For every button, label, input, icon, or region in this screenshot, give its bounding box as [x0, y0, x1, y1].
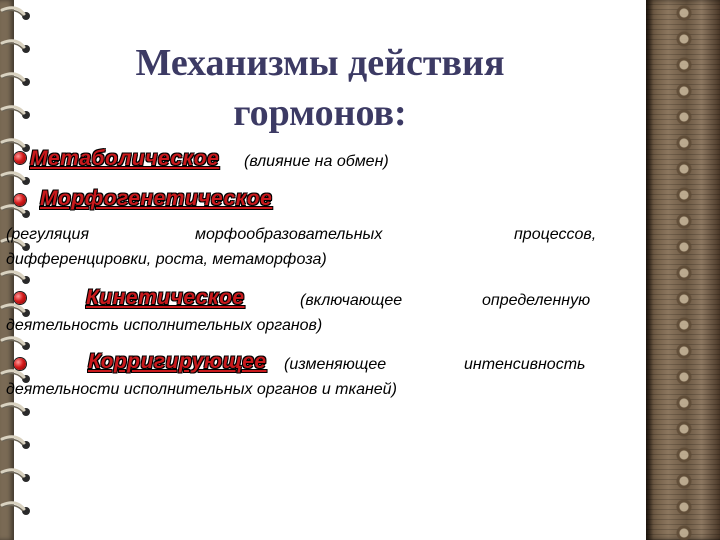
- slide-title: [60, 38, 580, 138]
- term-metabolic: Метаболическое: [30, 147, 220, 170]
- binder-ring: [2, 404, 30, 416]
- term-morphogenetic: Морфогенетическое: [40, 187, 273, 210]
- binder-ring: [2, 74, 30, 86]
- desc-corrective-1b: интенсивность: [464, 356, 586, 373]
- binder-ring: [2, 503, 30, 515]
- binder-ring: [2, 107, 30, 119]
- title-line-2: гормонов:: [233, 92, 407, 134]
- desc-corrective-2: деятельности исполнительных органов и тканей): [6, 381, 397, 398]
- term-kinetic: Кинетическое: [86, 286, 245, 309]
- binder-rings: [0, 0, 40, 540]
- binder-ring: [2, 8, 30, 20]
- desc-morphogenetic-1b: морфообразовательных: [195, 226, 383, 243]
- binder-ring: [2, 470, 30, 482]
- desc-morphogenetic-1c: процессов,: [514, 226, 597, 243]
- binder-ring: [2, 140, 30, 152]
- binder-ring: [2, 41, 30, 53]
- desc-metabolic: (влияние на обмен): [244, 153, 389, 170]
- decorative-frame-pattern: [664, 0, 704, 540]
- bullet-icon: [14, 292, 26, 304]
- desc-kinetic-1b: определенную: [482, 292, 591, 309]
- desc-corrective-1a: (изменяющее: [284, 356, 387, 373]
- bullet-icon: [14, 194, 26, 206]
- binder-ring: [2, 338, 30, 350]
- binder-ring: [2, 206, 30, 218]
- title-line-1: Механизмы действия: [135, 42, 505, 84]
- binder-ring: [2, 272, 30, 284]
- desc-morphogenetic-1a: (регуляция: [6, 226, 89, 243]
- desc-kinetic-1a: (включающее: [300, 292, 403, 309]
- bullet-icon: [14, 152, 26, 164]
- desc-morphogenetic-2: дифференцировки, роста, метаморфоза): [6, 251, 327, 268]
- binder-ring: [2, 173, 30, 185]
- desc-kinetic-2: деятельность исполнительных органов): [6, 317, 323, 334]
- term-corrective: Корригирующее: [88, 350, 267, 373]
- bullet-icon: [14, 358, 26, 370]
- binder-ring: [2, 437, 30, 449]
